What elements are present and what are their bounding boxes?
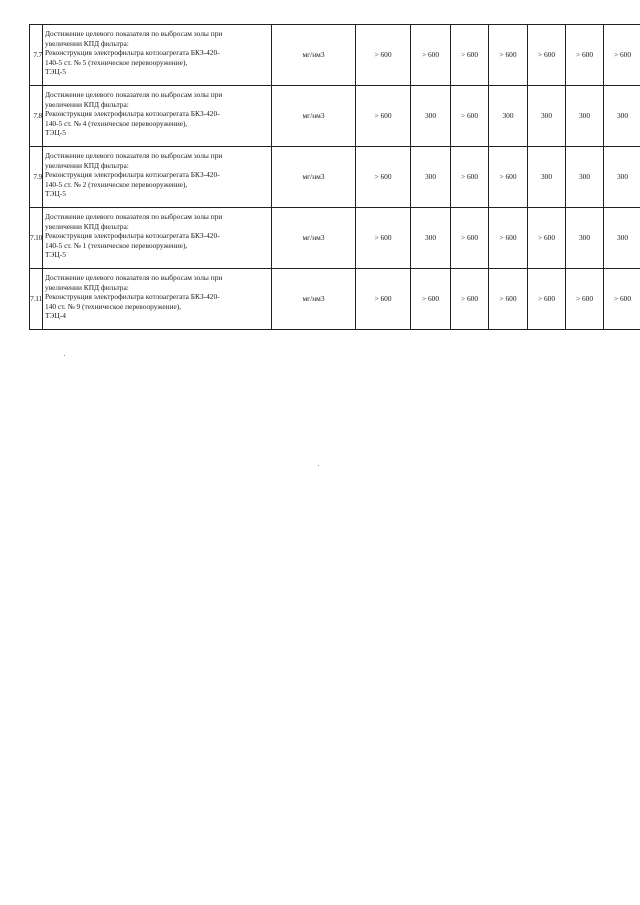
value-cell: 300 <box>528 86 566 147</box>
value-cell: > 600 <box>411 269 451 330</box>
description-line: увеличении КПД фильтра: <box>45 221 129 231</box>
value-cell: > 600 <box>356 269 411 330</box>
description-line: 140 ст. № 9 (техническое перевооружение), <box>45 301 182 311</box>
row-unit: мг/нм3 <box>272 86 356 147</box>
row-unit: мг/нм3 <box>272 147 356 208</box>
description-line: Реконструкция электрофильтра котлоагрегата БКЗ-420- <box>45 231 220 241</box>
table-row <box>30 208 640 269</box>
row-unit: мг/нм3 <box>272 25 356 86</box>
value-cell: > 600 <box>489 147 528 208</box>
value-cell: > 600 <box>451 86 489 147</box>
description-line: ТЭЦ-5 <box>45 128 66 138</box>
description-line: Реконструкция электрофильтра котлоагрегата БКЗ-420- <box>45 48 220 58</box>
value-cell: > 600 <box>411 25 451 86</box>
value-cell: > 600 <box>356 25 411 86</box>
value-cell: > 600 <box>356 86 411 147</box>
value-cell: 300 <box>566 208 604 269</box>
description-line: 140-5 ст. № 5 (техническое перевооружение), <box>45 57 188 67</box>
value-cell: > 600 <box>489 208 528 269</box>
description-line: ТЭЦ-5 <box>45 67 66 77</box>
value-cell: > 600 <box>451 25 489 86</box>
scan-speck <box>64 355 65 356</box>
row-unit: мг/нм3 <box>272 208 356 269</box>
description-line: Достижение целевого показателя по выбросам золы при <box>45 90 223 99</box>
value-cell: > 600 <box>451 147 489 208</box>
value-cell: > 600 <box>528 208 566 269</box>
row-number: 7.10 <box>30 208 43 269</box>
value-cell: > 600 <box>451 269 489 330</box>
value-cell: 300 <box>566 147 604 208</box>
row-description <box>43 269 272 330</box>
value-cell: 300 <box>411 208 451 269</box>
value-cell: > 600 <box>604 25 640 86</box>
row-unit: мг/нм3 <box>272 269 356 330</box>
table-row <box>30 86 640 147</box>
value-cell: 300 <box>528 147 566 208</box>
value-cell: > 600 <box>566 269 604 330</box>
value-cell: > 600 <box>356 147 411 208</box>
row-number: 7.11 <box>30 269 43 330</box>
row-description <box>43 208 272 269</box>
row-number: 7.8 <box>30 86 43 147</box>
description-line: Достижение целевого показателя по выбросам золы при <box>45 29 223 38</box>
value-cell: 300 <box>604 208 640 269</box>
value-cell: 300 <box>411 147 451 208</box>
description-line: увеличении КПД фильтра: <box>45 38 129 48</box>
row-number: 7.9 <box>30 147 43 208</box>
value-cell: > 600 <box>566 25 604 86</box>
description-line: 140-5 ст. № 1 (техническое перевооружение), <box>45 240 188 250</box>
description-line: Реконструкция электрофильтра котлоагрегата БКЗ-420- <box>45 292 220 302</box>
row-description <box>43 25 272 86</box>
description-line: Достижение целевого показателя по выбросам золы при <box>45 273 223 282</box>
row-description <box>43 147 272 208</box>
description-line: Достижение целевого показателя по выбросам золы при <box>45 151 223 160</box>
value-cell: 300 <box>411 86 451 147</box>
value-cell: 300 <box>604 147 640 208</box>
description-line: 140-5 ст. № 4 (техническое перевооружение), <box>45 118 188 128</box>
value-cell: > 600 <box>604 269 640 330</box>
description-line: увеличении КПД фильтра: <box>45 99 129 109</box>
description-line: увеличении КПД фильтра: <box>45 160 129 170</box>
value-cell: > 600 <box>451 208 489 269</box>
table-row <box>30 25 640 86</box>
description-line: увеличении КПД фильтра: <box>45 282 129 292</box>
description-line: ТЭЦ-5 <box>45 189 66 199</box>
description-line: Достижение целевого показателя по выбросам золы при <box>45 212 223 221</box>
description-line: Реконструкция электрофильтра котлоагрегата БКЗ-420- <box>45 109 220 119</box>
value-cell: > 600 <box>528 269 566 330</box>
scan-speck <box>318 465 319 466</box>
table-row <box>30 147 640 208</box>
value-cell: > 600 <box>489 25 528 86</box>
row-description <box>43 86 272 147</box>
emissions-table <box>29 24 640 330</box>
description-line: Реконструкция электрофильтра котлоагрегата БКЗ-420- <box>45 170 220 180</box>
description-line: ТЭЦ-5 <box>45 250 66 260</box>
table-body <box>30 25 640 330</box>
row-number: 7.7 <box>30 25 43 86</box>
value-cell: 300 <box>604 86 640 147</box>
value-cell: > 600 <box>489 269 528 330</box>
value-cell: 300 <box>489 86 528 147</box>
description-line: ТЭЦ-4 <box>45 311 66 321</box>
value-cell: > 600 <box>356 208 411 269</box>
table-row <box>30 269 640 330</box>
value-cell: > 600 <box>528 25 566 86</box>
value-cell: 300 <box>566 86 604 147</box>
description-line: 140-5 ст. № 2 (техническое перевооружение), <box>45 179 188 189</box>
